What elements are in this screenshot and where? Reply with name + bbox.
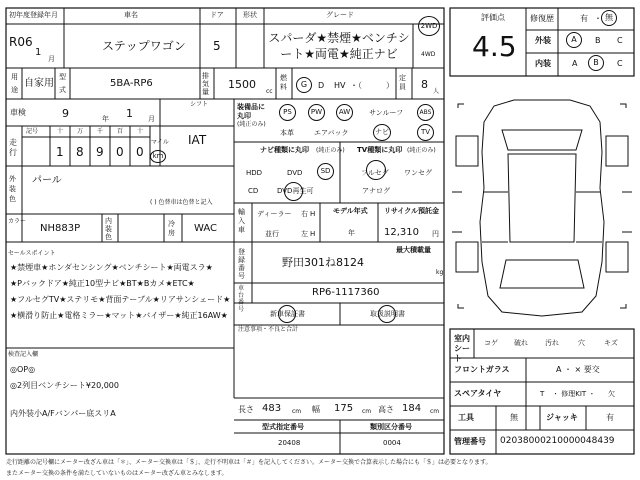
doors: 5 <box>213 39 221 53</box>
color-code: NH883P <box>40 223 81 234</box>
exterior-b: B <box>595 36 601 45</box>
equip-leather: 本革 <box>280 129 294 137</box>
equip-tv-circled: TV <box>417 124 434 141</box>
displacement: 1500 <box>228 78 256 91</box>
interior-c: C <box>617 59 623 68</box>
type-no-label: 型式指定番号 <box>262 423 304 431</box>
equip-navi-circled: ナビ <box>373 124 391 141</box>
tv-oneseg: ワンセグ <box>404 169 432 177</box>
use-label-top: 用 <box>11 73 18 81</box>
fuel-d: D <box>318 81 325 90</box>
fuel-label: 燃料 <box>280 74 287 91</box>
equip-sunroof: サンルーフ <box>369 109 404 117</box>
model-year-label: モデル年式 <box>333 207 368 215</box>
inspection-month-unit: 月 <box>148 115 155 123</box>
navi-sd-circled: SD <box>317 163 334 180</box>
spare-kit: ・ 修理KIT ・ <box>552 390 596 398</box>
capacity-label: 定員 <box>399 74 406 91</box>
sales-point-line-2: ★Pバックドア★純正10型ナビ★BT★Bカメ★ETC★ <box>10 279 195 288</box>
interior-b-circled: B <box>588 55 604 71</box>
width: 175 <box>334 403 354 414</box>
use-value: 自家用 <box>24 78 54 89</box>
interior-a: A <box>572 59 578 68</box>
length: 483 <box>262 403 282 414</box>
navi-dvd-play: DVD再生可 <box>277 187 314 195</box>
jack-label: ジャッキ <box>546 413 578 422</box>
navi-cd: CD <box>248 187 259 195</box>
max-load-unit: kg <box>436 269 444 276</box>
car-body-diagram <box>450 92 634 322</box>
inspector-right-label: 注意事項・不良と合計 <box>238 326 299 333</box>
mileage-digit-4: 0 <box>116 145 124 159</box>
displacement-label: 排気量 <box>202 72 209 96</box>
navi-type-title: ナビ種類に丸印 <box>260 146 309 154</box>
mgmt-no: 02038000210000048439 <box>500 436 615 446</box>
capacity: 8 <box>421 78 428 91</box>
doors-label: ドア <box>210 11 224 19</box>
type-no: 20408 <box>278 439 301 447</box>
inspector-notes-label: 検査記入欄 <box>8 351 39 358</box>
shape-label: 形状 <box>243 11 257 19</box>
sales-point-line-3: ★フルセグTV★ステリモ★背面テーブル★リアサンシェード★ <box>10 295 231 304</box>
mileage-label: 走行 <box>9 138 17 157</box>
equip-airbag: エアバック <box>314 129 349 137</box>
mileage-digit-3: 9 <box>96 145 104 159</box>
footer-note-2: またメーター交換の条件を満たしていないものはメーター改ざん車とみなします。 <box>6 470 228 477</box>
mileage-digits-label: 記号 <box>26 128 39 135</box>
import-parallel: 並行 <box>265 230 279 238</box>
width-unit: cm <box>362 408 372 415</box>
repair-no-circled: 無 <box>601 10 617 26</box>
shift-value: IAT <box>188 133 207 147</box>
seat-burn: コゲ <box>484 339 498 347</box>
inspection-year-unit: 年 <box>102 115 109 123</box>
height-unit: cm <box>430 408 440 415</box>
navi-type-sub: (純正のみ) <box>316 147 345 154</box>
reg-year: R06 <box>9 35 33 49</box>
recycle-value: 12,310 <box>384 227 419 238</box>
model-year-unit: 年 <box>348 229 355 237</box>
mile-unit: マイル <box>151 139 169 146</box>
inspection-month: 1 <box>126 107 133 120</box>
exterior-label: 外装 <box>535 36 551 45</box>
tv-fullseg: フルセグ <box>361 169 389 177</box>
tv-type-title: TV種類に丸印 <box>357 146 403 154</box>
import-dealer: ディーラー <box>257 210 292 218</box>
exterior-color: パール <box>32 175 62 186</box>
windshield-label: フロントガラス <box>454 365 510 374</box>
manual: 取扱説明書 <box>370 310 405 318</box>
tv-fullseg-circle <box>366 160 386 180</box>
spare-tire-label: スペアタイヤ <box>454 389 502 398</box>
equip-pw-circled: PW <box>308 104 325 121</box>
repair-sep: ・ <box>594 14 602 23</box>
windshield-value: A ・ × 要交 <box>556 365 600 374</box>
unit-sen: 千 <box>97 128 104 135</box>
recycle-label: リサイクル預託金 <box>384 207 440 215</box>
plate-label: 登録番号 <box>238 248 245 280</box>
length-label: 長さ <box>238 405 254 414</box>
model-name: ステップワゴン <box>102 39 186 53</box>
plate-number: 野田301ね8124 <box>282 256 364 269</box>
mileage-digit-1: 1 <box>56 145 64 159</box>
score: 4.5 <box>472 30 517 63</box>
sales-point-line-4: ★横滑り防止★電格ミラー★マット★バイザー★純正16AW★ <box>10 311 228 320</box>
handle-right: 右 <box>301 210 308 218</box>
repair-yes: 有 <box>580 14 588 23</box>
exterior-a-circled: A <box>566 32 582 48</box>
inspection-label: 車検 <box>10 108 26 117</box>
interior-color-label: 内装色 <box>105 217 112 241</box>
model-label: 車名 <box>124 11 138 19</box>
inspection-year: 9 <box>62 107 69 120</box>
navi-dvd: DVD <box>287 169 303 177</box>
import-label: 輸入車 <box>238 208 245 234</box>
grade-label: グレード <box>326 11 354 19</box>
equipment-sub: (純正のみ) <box>237 121 266 128</box>
manual-circle <box>378 305 396 323</box>
unit-man: 万 <box>77 128 84 135</box>
reg-month-unit: 月 <box>48 55 55 63</box>
seat-scratch: キズ <box>604 339 618 347</box>
model-code: 5BA-RP6 <box>110 78 153 89</box>
score-label: 評価点 <box>481 13 505 22</box>
navi-hdd: HDD <box>246 169 263 177</box>
handle-h-left: H <box>310 230 316 238</box>
inspector-note-4: 内外装小A/Fバンパー底スリA <box>10 409 116 418</box>
jack-value: 有 <box>606 413 614 422</box>
fuel-g-circled: G <box>296 77 312 93</box>
inspector-note-1: ◎OP◎ <box>10 365 36 374</box>
interior-label: 内装 <box>535 59 551 68</box>
type-label-bottom: 式 <box>59 86 66 94</box>
equip-ps-circled: PS <box>279 104 296 121</box>
cc-unit: cc <box>266 88 273 95</box>
unit-10man: 十 <box>57 128 64 135</box>
shift-label: シフト <box>190 101 209 108</box>
fuel-hv: HV <box>334 81 346 90</box>
recycle-unit: 円 <box>432 230 439 238</box>
equip-abs-circled: ABS <box>417 104 434 121</box>
interior-seat-label: 室内シート <box>454 334 470 363</box>
class-no: 0004 <box>383 439 401 447</box>
length-unit: cm <box>292 408 302 415</box>
footer-note-1: 走行距離の記号欄にメーター改ざん車は「＊」、メーター交換車は「＄」、走行不明車は「＃」を記入してください。メーター交換で合算表示した場合にも「＄」は必要となります。 <box>6 459 492 466</box>
sales-point-line-1: ★禁煙車★ホンダセンシング★ベンチシート★両電スラ★ <box>10 263 213 272</box>
chassis-label: 車台番号 <box>238 285 245 313</box>
tool-value: 無 <box>510 413 518 422</box>
height: 184 <box>402 403 422 414</box>
equipment-title: 装備品に <box>237 103 265 111</box>
tool-label: 工具 <box>458 413 474 422</box>
height-label: 高さ <box>378 405 394 414</box>
use-label-bottom: 途 <box>11 86 18 94</box>
max-load-label: 最大積載量 <box>396 246 431 254</box>
grade: スパーダ★禁煙★ベンチシート★両電★純正ナビ <box>268 31 410 61</box>
equipment-title2: 丸印 <box>237 112 251 120</box>
capacity-unit: 人 <box>433 88 440 95</box>
ac-label: 冷房 <box>168 220 175 237</box>
reg-month: 1 <box>35 47 42 58</box>
reg-year-label: 初年度登録年月 <box>9 11 58 19</box>
spare-t: T <box>540 390 545 398</box>
navi-dvd-play-circle <box>284 182 303 201</box>
width-label: 幅 <box>312 405 320 414</box>
repair-label: 修復歴 <box>530 14 554 23</box>
tv-analog: アナログ <box>362 187 390 195</box>
mgmt-no-label: 管理番号 <box>454 437 486 446</box>
equip-aw-circled: AW <box>336 104 353 121</box>
seat-tear: 破れ <box>514 339 528 347</box>
tv-type-sub: (純正のみ) <box>407 147 436 154</box>
exterior-color-note: ( ) 色替車は色替と記入 <box>150 199 213 206</box>
ac-value: WAC <box>194 223 217 234</box>
sales-points-label: セールスポイント <box>8 250 56 257</box>
fuel-other: ・（ ） <box>350 81 394 90</box>
unit-juu: 十 <box>137 128 144 135</box>
chassis-number: RP6-1117360 <box>312 287 380 298</box>
drive-2wd-circled: 2WD <box>418 16 440 36</box>
color-code-label: カラー <box>8 218 27 225</box>
mileage-digit-5: 0 <box>136 145 144 159</box>
type-label-top: 型 <box>59 73 66 81</box>
inspector-note-2: ◎2列目ベンチシート¥20,000 <box>10 381 119 390</box>
unit-hyaku: 百 <box>117 128 124 135</box>
new-warranty-circle <box>278 305 296 323</box>
spare-none: 欠 <box>608 390 615 398</box>
km-unit-circled: km <box>150 150 166 163</box>
seat-hole: 穴 <box>578 339 585 347</box>
mileage-digit-2: 8 <box>76 145 84 159</box>
handle-left: 左 <box>301 230 308 238</box>
drive-4wd: 4WD <box>421 51 436 58</box>
exterior-c: C <box>617 36 623 45</box>
seat-stain: 汚れ <box>545 339 559 347</box>
handle-h-right: H <box>310 210 316 218</box>
exterior-color-label: 外装色 <box>9 175 16 203</box>
new-warranty: 新車保証書 <box>270 310 305 318</box>
class-no-label: 類別区分番号 <box>370 423 412 431</box>
